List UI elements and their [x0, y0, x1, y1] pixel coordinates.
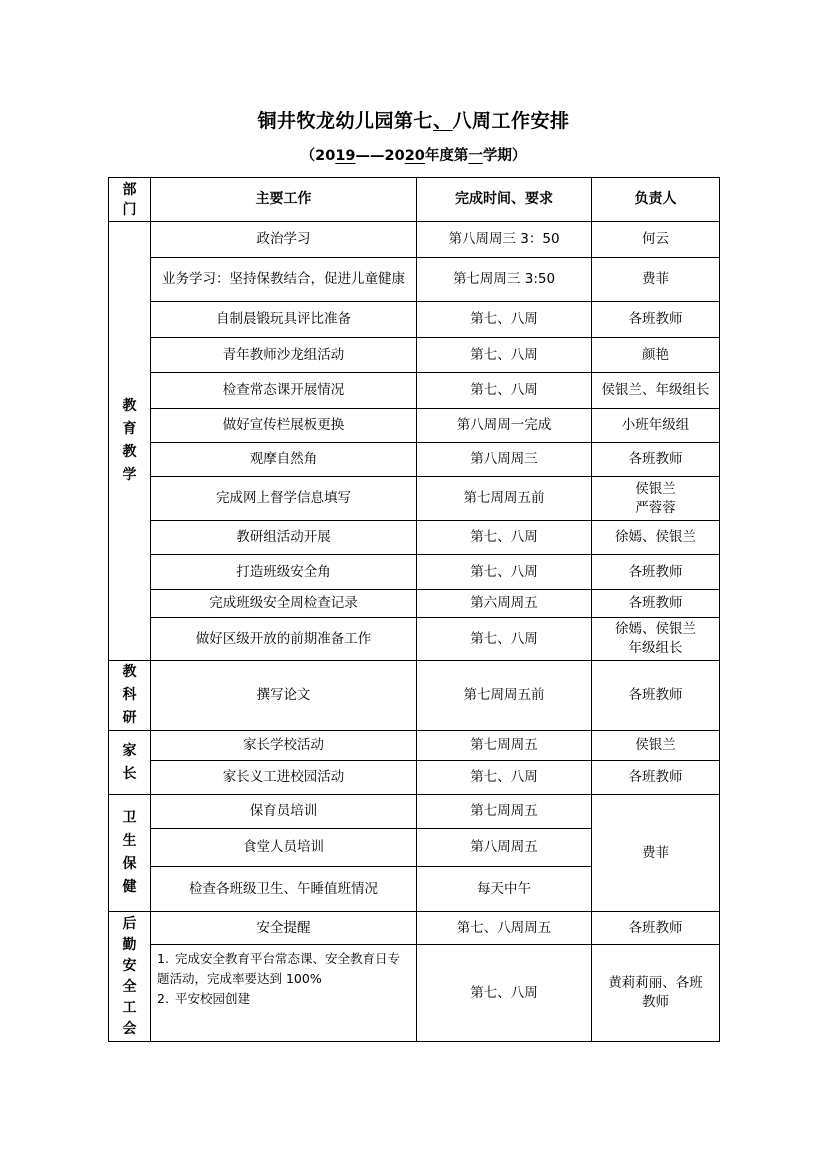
page-title	[0, 106, 827, 133]
time-cell: 第六周周五	[417, 590, 592, 618]
table-row	[109, 590, 720, 618]
header-person: 负责人	[592, 178, 720, 222]
person-line: 徐嫣、侯银兰	[615, 621, 696, 637]
time-cell: 每天中午	[417, 867, 592, 912]
dept-char: 保	[122, 856, 137, 872]
list-text: 平安校园创建	[175, 991, 251, 1006]
dept-char: 生	[122, 833, 137, 849]
time-cell: 第八周周三	[417, 443, 592, 477]
work-cell: 安全提醒	[151, 912, 417, 945]
person-cell	[592, 477, 720, 521]
time-cell: 第七、八周	[417, 373, 592, 409]
table-row	[109, 945, 720, 1042]
work-cell: 保育员培训	[151, 795, 417, 829]
header-work: 主要工作	[151, 178, 417, 222]
person-line: 年级组长	[628, 640, 683, 656]
subtitle-part: 19	[335, 148, 356, 164]
work-cell: 家长学校活动	[151, 731, 417, 761]
dept-char: 全	[122, 978, 137, 995]
title-part: 、	[432, 110, 453, 132]
table-row	[109, 302, 720, 338]
time-cell: 第七、八周周五	[417, 912, 592, 945]
time-cell: 第八周周三 3：50	[417, 222, 592, 258]
dept-logistics	[109, 912, 151, 1042]
person-cell	[592, 618, 720, 661]
person-cell: 费菲	[592, 795, 720, 912]
person-cell: 各班教师	[592, 761, 720, 795]
work-cell: 做好区级开放的前期准备工作	[151, 618, 417, 661]
dept-char: 后	[122, 915, 137, 932]
time-cell: 第七、八周	[417, 761, 592, 795]
dept-char: 会	[122, 1020, 137, 1037]
title-part: 八周工作安排	[452, 110, 570, 132]
table-row	[109, 761, 720, 795]
work-cell: 家长义工进校园活动	[151, 761, 417, 795]
table-row	[109, 258, 720, 302]
person-line: 侯银兰	[635, 480, 676, 497]
person-cell: 各班教师	[592, 912, 720, 945]
person-cell: 小班年级组	[592, 409, 720, 443]
work-cell: 打造班级安全角	[151, 555, 417, 590]
person-cell: 各班教师	[592, 661, 720, 731]
work-cell: 青年教师沙龙组活动	[151, 338, 417, 373]
table-row	[109, 731, 720, 761]
time-cell: 第七、八周	[417, 945, 592, 1042]
dept-char: 勤	[122, 936, 137, 953]
time-cell: 第七、八周	[417, 555, 592, 590]
dept-char: 育	[122, 421, 137, 437]
work-cell: 撰写论文	[151, 661, 417, 731]
table-row	[109, 618, 720, 661]
work-cell: 观摩自然角	[151, 443, 417, 477]
subtitle-part: （20	[300, 148, 336, 164]
dept-char: 长	[122, 765, 137, 782]
dept-char: 研	[122, 710, 137, 726]
person-cell: 侯银兰	[592, 731, 720, 761]
list-item	[157, 989, 410, 1009]
page-subtitle	[0, 144, 827, 165]
person-cell: 各班教师	[592, 555, 720, 590]
subtitle-part: 一	[468, 148, 483, 164]
work-cell: 检查各班级卫生、午睡值班情况	[151, 867, 417, 912]
work-cell: 教研组活动开展	[151, 521, 417, 555]
work-list-cell	[151, 945, 417, 1042]
person-cell: 黄莉莉丽、各班教师	[592, 945, 720, 1042]
time-cell: 第八周周五	[417, 829, 592, 867]
subtitle-part: ——20	[355, 148, 405, 164]
time-cell: 第八周周一完成	[417, 409, 592, 443]
header-dept	[109, 178, 151, 222]
person-line: 严蓉蓉	[635, 499, 676, 516]
dept-teaching	[109, 222, 151, 661]
table-row	[109, 555, 720, 590]
person-cell: 徐嫣、侯银兰	[592, 521, 720, 555]
time-cell: 第七周周五	[417, 731, 592, 761]
time-cell: 第七周周五前	[417, 661, 592, 731]
time-cell: 第七、八周	[417, 338, 592, 373]
person-cell: 各班教师	[592, 302, 720, 338]
person-cell: 颜艳	[592, 338, 720, 373]
time-cell: 第七周周三 3:50	[417, 258, 592, 302]
dept-char: 工	[122, 999, 137, 1016]
dept-char: 教	[122, 444, 137, 460]
schedule-table	[108, 177, 720, 1042]
dept-char: 安	[122, 957, 137, 974]
person-cell: 费菲	[592, 258, 720, 302]
dept-research	[109, 661, 151, 731]
list-text: 完成安全教育平台常态课、安全教育日专题活动，完成率要达到 100%	[157, 951, 401, 986]
table-row	[109, 443, 720, 477]
person-cell: 何云	[592, 222, 720, 258]
dept-char: 健	[122, 879, 137, 895]
person-cell: 侯银兰、年级组长	[592, 373, 720, 409]
work-cell: 完成班级安全周检查记录	[151, 590, 417, 618]
dept-char: 卫	[122, 810, 137, 826]
work-cell: 业务学习：坚持保教结合，促进儿童健康	[151, 258, 417, 302]
dept-char: 教	[122, 664, 137, 680]
table-row	[109, 409, 720, 443]
work-cell: 食堂人员培训	[151, 829, 417, 867]
dept-health	[109, 795, 151, 912]
dept-char: 家	[122, 742, 137, 759]
time-cell: 第七周周五	[417, 795, 592, 829]
header-dept-char: 部	[122, 181, 137, 198]
dept-char: 学	[122, 467, 137, 483]
list-number: 2.	[157, 991, 169, 1006]
table-row	[109, 521, 720, 555]
work-cell: 政治学习	[151, 222, 417, 258]
header-dept-char: 门	[122, 201, 137, 218]
header-time: 完成时间、要求	[417, 178, 592, 222]
table-row	[109, 661, 720, 731]
time-cell: 第七周周五前	[417, 477, 592, 521]
dept-char: 科	[122, 687, 137, 703]
work-cell: 做好宣传栏展板更换	[151, 409, 417, 443]
work-cell: 检查常态课开展情况	[151, 373, 417, 409]
subtitle-part: 20	[404, 148, 425, 164]
time-cell: 第七、八周	[417, 618, 592, 661]
work-cell: 完成网上督学信息填写	[151, 477, 417, 521]
subtitle-part: 学期）	[482, 148, 527, 164]
work-cell: 自制晨锻玩具评比准备	[151, 302, 417, 338]
time-cell: 第七、八周	[417, 521, 592, 555]
title-part: 铜井牧龙幼儿园第七	[257, 110, 433, 132]
dept-parents	[109, 731, 151, 795]
subtitle-part: 年度第	[424, 148, 469, 164]
table-row	[109, 795, 720, 829]
time-cell: 第七、八周	[417, 302, 592, 338]
header-row	[109, 178, 720, 222]
table-row	[109, 912, 720, 945]
person-cell: 各班教师	[592, 590, 720, 618]
list-item	[157, 949, 410, 989]
person-cell: 各班教师	[592, 443, 720, 477]
table-row	[109, 477, 720, 521]
table-row	[109, 373, 720, 409]
table-row	[109, 222, 720, 258]
list-number: 1.	[157, 951, 169, 966]
dept-char: 教	[122, 398, 137, 414]
table-row	[109, 338, 720, 373]
